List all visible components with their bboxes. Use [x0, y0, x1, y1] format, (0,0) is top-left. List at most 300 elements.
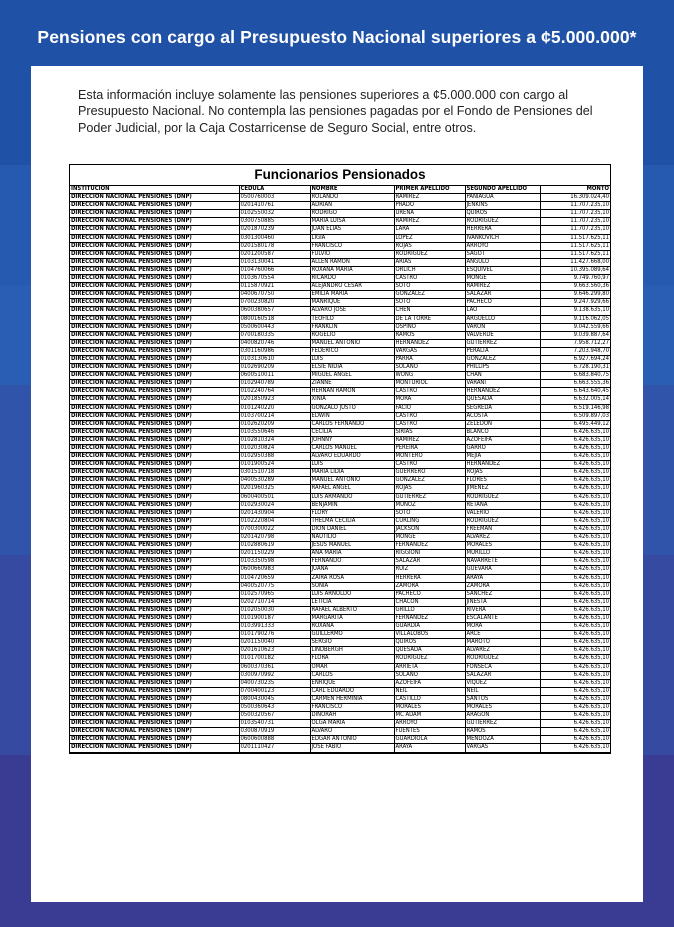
cell-segundo-apellido: RODRIGUEZ: [465, 655, 540, 663]
table-row: [70, 202, 610, 210]
cell-monto: 6.426.635,10: [540, 501, 610, 509]
cell-segundo-apellido: IVANKOVICH: [465, 234, 540, 242]
cell-monto: 6.426.635,10: [540, 598, 610, 606]
cell-cedula: 0301160986: [239, 347, 310, 355]
document-page: [31, 66, 643, 902]
intro-paragraph: Esta información incluye solamente las pensiones superiores a ¢5.000.000 con cargo al Presupuesto Nacional. No contempla las pensiones pagadas por el Fondo de Pensiones del Poder Judicial, por la Caja Costarricense de Seguro Social, entre otros.: [78, 88, 593, 135]
cell-nombre: LIGIA: [310, 234, 394, 242]
cell-segundo-apellido: RODRIGUEZ: [465, 218, 540, 226]
pensioners-table-container: [69, 164, 611, 754]
cell-institucion: DIRECCIÓN NACIONAL PENSIONES (DNP): [70, 663, 239, 671]
table-row: [70, 258, 610, 266]
cell-nombre: FRANCISCO: [310, 242, 394, 250]
table-row: [70, 501, 610, 509]
table-row: [70, 525, 610, 533]
cell-nombre: BENJAMIN: [310, 501, 394, 509]
cell-cedula: 0101900187: [239, 614, 310, 622]
cell-nombre: JUANA: [310, 566, 394, 574]
cell-cedula: 0104760066: [239, 266, 310, 274]
header-cedula: CEDULA: [239, 186, 310, 194]
cell-cedula: 0700400123: [239, 687, 310, 695]
cell-segundo-apellido: RAMIREZ: [465, 283, 540, 291]
cell-segundo-apellido: MORA: [465, 623, 540, 631]
cell-primer-apellido: ROJAS: [394, 485, 465, 493]
cell-segundo-apellido: MORALES: [465, 542, 540, 550]
cell-nombre: LUIS ARNOLDO: [310, 590, 394, 598]
cell-institucion: DIRECCIÓN NACIONAL PENSIONES (DNP): [70, 396, 239, 404]
cell-primer-apellido: SOTO: [394, 509, 465, 517]
cell-cedula: 0102690209: [239, 364, 310, 372]
cell-nombre: ENRIQUE: [310, 679, 394, 687]
table-row: [70, 623, 610, 631]
cell-primer-apellido: MUÑOZ: [394, 501, 465, 509]
cell-nombre: RAFAEL ALBERTO: [310, 606, 394, 614]
cell-segundo-apellido: VARGAS: [465, 744, 540, 752]
cell-monto: 6.426.635,10: [540, 687, 610, 695]
cell-primer-apellido: CASTRO: [394, 420, 465, 428]
cell-cedula: 0201850923: [239, 396, 310, 404]
cell-nombre: JOHNNY: [310, 436, 394, 444]
table-row: [70, 695, 610, 703]
cell-monto: 6.426.635,10: [540, 728, 610, 736]
cell-institucion: DIRECCIÓN NACIONAL PENSIONES (DNP): [70, 566, 239, 574]
cell-monto: 6.426.635,10: [540, 453, 610, 461]
cell-primer-apellido: GONZALEZ: [394, 291, 465, 299]
table-row: [70, 509, 610, 517]
cell-segundo-apellido: QUESADA: [465, 396, 540, 404]
table-row: [70, 404, 610, 412]
cell-primer-apellido: RAMOS: [394, 331, 465, 339]
table-row: [70, 574, 610, 582]
cell-nombre: CARLOS FERNANDO: [310, 420, 394, 428]
table-row: [70, 671, 610, 679]
cell-cedula: 0102880619: [239, 542, 310, 550]
cell-primer-apellido: SIRIAS: [394, 428, 465, 436]
cell-segundo-apellido: GUTIERREZ: [465, 720, 540, 728]
cell-nombre: EDWIN: [310, 412, 394, 420]
cell-nombre: LUIS: [310, 355, 394, 363]
cell-monto: 6.426.635,10: [540, 509, 610, 517]
cell-primer-apellido: GUTIERREZ: [394, 493, 465, 501]
cell-nombre: MARGARITA: [310, 614, 394, 622]
cell-nombre: FULVIO: [310, 250, 394, 258]
cell-institucion: DIRECCIÓN NACIONAL PENSIONES (DNP): [70, 542, 239, 550]
cell-monto: 6.426.635,10: [540, 744, 610, 752]
cell-monto: 6.519.146,98: [540, 404, 610, 412]
pensioners-table: [70, 186, 610, 753]
cell-primer-apellido: GUARDIA: [394, 623, 465, 631]
cell-segundo-apellido: MENDOZA: [465, 736, 540, 744]
cell-segundo-apellido: GARRO: [465, 445, 540, 453]
cell-nombre: ROXANA MARIA: [310, 266, 394, 274]
cell-segundo-apellido: MORALES: [465, 704, 540, 712]
cell-institucion: DIRECCIÓN NACIONAL PENSIONES (DNP): [70, 606, 239, 614]
cell-cedula: 0400730235: [239, 679, 310, 687]
cell-cedula: 0102620209: [239, 420, 310, 428]
cell-institucion: DIRECCIÓN NACIONAL PENSIONES (DNP): [70, 258, 239, 266]
cell-nombre: DION DANIEL: [310, 525, 394, 533]
cell-institucion: DIRECCIÓN NACIONAL PENSIONES (DNP): [70, 461, 239, 469]
cell-segundo-apellido: VALVERDE: [465, 331, 540, 339]
cell-cedula: 0500600443: [239, 323, 310, 331]
cell-cedula: 0301300460: [239, 234, 310, 242]
cell-monto: 6.663.555,36: [540, 380, 610, 388]
cell-monto: 7.958.712,27: [540, 339, 610, 347]
cell-primer-apellido: SOLANO: [394, 671, 465, 679]
cell-cedula: 0102570965: [239, 590, 310, 598]
cell-segundo-apellido: VARANI: [465, 380, 540, 388]
cell-nombre: FERNANDO: [310, 558, 394, 566]
cell-cedula: 0202710714: [239, 598, 310, 606]
table-row: [70, 477, 610, 485]
cell-cedula: 0101900524: [239, 461, 310, 469]
cell-institucion: DIRECCIÓN NACIONAL PENSIONES (DNP): [70, 712, 239, 720]
cell-monto: 6.426.635,10: [540, 525, 610, 533]
cell-institucion: DIRECCIÓN NACIONAL PENSIONES (DNP): [70, 283, 239, 291]
cell-primer-apellido: MORALES: [394, 704, 465, 712]
cell-cedula: 0103550646: [239, 428, 310, 436]
cell-institucion: DIRECCIÓN NACIONAL PENSIONES (DNP): [70, 339, 239, 347]
cell-nombre: MIGUEL ANGEL: [310, 372, 394, 380]
table-row: [70, 420, 610, 428]
cell-segundo-apellido: RETANA: [465, 501, 540, 509]
cell-segundo-apellido: MONGE: [465, 275, 540, 283]
table-row: [70, 436, 610, 444]
cell-segundo-apellido: MEJIA: [465, 453, 540, 461]
cell-segundo-apellido: FLORES: [465, 477, 540, 485]
cell-segundo-apellido: RAMOS: [465, 728, 540, 736]
cell-nombre: ALVARO: [310, 728, 394, 736]
cell-monto: 9.039.887,64: [540, 331, 610, 339]
cell-primer-apellido: QUIROS: [394, 639, 465, 647]
cell-nombre: CARLOS: [310, 671, 394, 679]
cell-nombre: THELMA CECILIA: [310, 517, 394, 525]
table-row: [70, 428, 610, 436]
cell-nombre: MANRIQUE: [310, 299, 394, 307]
cell-segundo-apellido: PACHECO: [465, 299, 540, 307]
cell-monto: 11.707.235,10: [540, 218, 610, 226]
cell-segundo-apellido: GUEVARA: [465, 566, 540, 574]
cell-primer-apellido: AZOFEIFA: [394, 679, 465, 687]
cell-nombre: CARLOS MANUEL: [310, 445, 394, 453]
page-title: Pensiones con cargo al Presupuesto Nacional superiores a ¢5.000.000*: [37, 27, 637, 47]
cell-nombre: LINDBERGH: [310, 647, 394, 655]
table-row: [70, 355, 610, 363]
cell-cedula: 0400820746: [239, 339, 310, 347]
cell-institucion: DIRECCIÓN NACIONAL PENSIONES (DNP): [70, 202, 239, 210]
header-segundo-apellido: SEGUNDO APELLIDO: [465, 186, 540, 194]
cell-cedula: 0400530289: [239, 477, 310, 485]
cell-primer-apellido: PRADO: [394, 202, 465, 210]
cell-institucion: DIRECCIÓN NACIONAL PENSIONES (DNP): [70, 517, 239, 525]
cell-primer-apellido: RODRIGUEZ: [394, 655, 465, 663]
table-row: [70, 542, 610, 550]
cell-monto: 6.495.449,12: [540, 420, 610, 428]
cell-nombre: MANUEL ANTONIO: [310, 477, 394, 485]
cell-institucion: DIRECCIÓN NACIONAL PENSIONES (DNP): [70, 234, 239, 242]
cell-monto: 9.749.760,97: [540, 275, 610, 283]
cell-institucion: DIRECCIÓN NACIONAL PENSIONES (DNP): [70, 436, 239, 444]
cell-segundo-apellido: ZELEDON: [465, 420, 540, 428]
table-row: [70, 582, 610, 590]
cell-monto: 6.426.635,10: [540, 590, 610, 598]
cell-primer-apellido: FUENTES: [394, 728, 465, 736]
table-row: [70, 614, 610, 622]
cell-monto: 11.707.235,10: [540, 202, 610, 210]
cell-institucion: DIRECCIÓN NACIONAL PENSIONES (DNP): [70, 720, 239, 728]
cell-monto: 9.663.560,36: [540, 283, 610, 291]
cell-primer-apellido: RAMIREZ: [394, 436, 465, 444]
cell-institucion: DIRECCIÓN NACIONAL PENSIONES (DNP): [70, 242, 239, 250]
cell-segundo-apellido: VALERIO: [465, 509, 540, 517]
cell-cedula: 0115870921: [239, 283, 310, 291]
cell-primer-apellido: RODRIGUEZ: [394, 250, 465, 258]
cell-primer-apellido: PARRA: [394, 355, 465, 363]
cell-monto: 6.426.635,10: [540, 631, 610, 639]
cell-institucion: DIRECCIÓN NACIONAL PENSIONES (DNP): [70, 210, 239, 218]
cell-cedula: 0102950388: [239, 453, 310, 461]
cell-nombre: ELSIE NIDIA: [310, 364, 394, 372]
cell-institucion: DIRECCIÓN NACIONAL PENSIONES (DNP): [70, 695, 239, 703]
cell-monto: 10.395.089,64: [540, 266, 610, 274]
table-row: [70, 606, 610, 614]
cell-segundo-apellido: PERALTA: [465, 347, 540, 355]
cell-nombre: ANA MARIA: [310, 550, 394, 558]
cell-nombre: FLORY: [310, 509, 394, 517]
cell-monto: 9.247.929,66: [540, 299, 610, 307]
cell-monto: 6.426.635,10: [540, 542, 610, 550]
table-row: [70, 323, 610, 331]
cell-primer-apellido: LOPEZ: [394, 234, 465, 242]
cell-cedula: 0300970992: [239, 671, 310, 679]
cell-nombre: JUAN ELIAS: [310, 226, 394, 234]
table-row: [70, 347, 610, 355]
cell-cedula: 0201430904: [239, 509, 310, 517]
cell-nombre: ALVARO JOSE: [310, 307, 394, 315]
cell-institucion: DIRECCIÓN NACIONAL PENSIONES (DNP): [70, 372, 239, 380]
cell-nombre: LETICIA: [310, 598, 394, 606]
cell-nombre: CECILIA: [310, 428, 394, 436]
cell-nombre: SONIA: [310, 582, 394, 590]
cell-segundo-apellido: JIMENEZ: [465, 485, 540, 493]
cell-segundo-apellido: VARON: [465, 323, 540, 331]
cell-nombre: ROXANA: [310, 623, 394, 631]
cell-segundo-apellido: SEGREDA: [465, 404, 540, 412]
table-row: [70, 210, 610, 218]
cell-monto: 6.632.005,14: [540, 396, 610, 404]
cell-segundo-apellido: SALAZAR: [465, 291, 540, 299]
cell-primer-apellido: HERNANDEZ: [394, 339, 465, 347]
cell-primer-apellido: CASTRO: [394, 275, 465, 283]
cell-cedula: 0103670554: [239, 275, 310, 283]
cell-segundo-apellido: NAVARRETE: [465, 558, 540, 566]
cell-segundo-apellido: SAGOT: [465, 250, 540, 258]
cell-nombre: CARL EDUARDO: [310, 687, 394, 695]
cell-primer-apellido: LARA: [394, 226, 465, 234]
cell-institucion: DIRECCIÓN NACIONAL PENSIONES (DNP): [70, 469, 239, 477]
cell-segundo-apellido: ARAYA: [465, 574, 540, 582]
cell-monto: 6.426.635,10: [540, 566, 610, 574]
table-row: [70, 720, 610, 728]
table-row: [70, 461, 610, 469]
cell-primer-apellido: SOTO: [394, 283, 465, 291]
cell-institucion: DIRECCIÓN NACIONAL PENSIONES (DNP): [70, 704, 239, 712]
cell-monto: 11.427.668,00: [540, 258, 610, 266]
cell-cedula: 0101240220: [239, 404, 310, 412]
cell-primer-apellido: DE LA TORRE: [394, 315, 465, 323]
cell-nombre: CARMEN HERMINIA: [310, 695, 394, 703]
cell-segundo-apellido: FREEMAN: [465, 525, 540, 533]
cell-segundo-apellido: AZOFEIFA: [465, 436, 540, 444]
cell-cedula: 0201110427: [239, 744, 310, 752]
cell-segundo-apellido: PHILLIPS: [465, 364, 540, 372]
cell-nombre: NAUTILIO: [310, 534, 394, 542]
cell-segundo-apellido: ESQUIVEL: [465, 266, 540, 274]
cell-segundo-apellido: SANTOS: [465, 695, 540, 703]
table-row: [70, 534, 610, 542]
cell-monto: 6.426.635,10: [540, 695, 610, 703]
cell-institucion: DIRECCIÓN NACIONAL PENSIONES (DNP): [70, 388, 239, 396]
table-row: [70, 275, 610, 283]
cell-cedula: 0102930024: [239, 501, 310, 509]
table-row: [70, 445, 610, 453]
cell-monto: 6.426.635,10: [540, 574, 610, 582]
table-row: [70, 655, 610, 663]
cell-institucion: DIRECCIÓN NACIONAL PENSIONES (DNP): [70, 736, 239, 744]
header-primer-apellido: PRIMER APELLIDO: [394, 186, 465, 194]
cell-nombre: JOSE FABIO: [310, 744, 394, 752]
cell-nombre: FRANCISCO: [310, 704, 394, 712]
cell-nombre: ADRIAN: [310, 202, 394, 210]
cell-institucion: DIRECCIÓN NACIONAL PENSIONES (DNP): [70, 307, 239, 315]
cell-monto: 11.517.625,11: [540, 234, 610, 242]
cell-segundo-apellido: ESCALANTE: [465, 614, 540, 622]
table-row: [70, 517, 610, 525]
table-row: [70, 679, 610, 687]
cell-monto: 6.426.635,10: [540, 671, 610, 679]
cell-nombre: ALLEN RAMON: [310, 258, 394, 266]
cell-nombre: FRANKLIN: [310, 323, 394, 331]
table-row: [70, 226, 610, 234]
cell-segundo-apellido: LAO: [465, 307, 540, 315]
table-row: [70, 631, 610, 639]
cell-segundo-apellido: RODRIGUEZ: [465, 493, 540, 501]
cell-cedula: 0103700214: [239, 412, 310, 420]
cell-segundo-apellido: BLANCO: [465, 428, 540, 436]
cell-nombre: SERGIO: [310, 639, 394, 647]
cell-segundo-apellido: SANCHEZ: [465, 590, 540, 598]
table-row: [70, 590, 610, 598]
cell-primer-apellido: SALAZAR: [394, 558, 465, 566]
cell-institucion: DIRECCIÓN NACIONAL PENSIONES (DNP): [70, 364, 239, 372]
table-row: [70, 315, 610, 323]
cell-segundo-apellido: ARCE: [465, 631, 540, 639]
cell-monto: 6.927.694,24: [540, 355, 610, 363]
cell-institucion: DIRECCIÓN NACIONAL PENSIONES (DNP): [70, 534, 239, 542]
cell-segundo-apellido: ARAGON: [465, 712, 540, 720]
table-row: [70, 687, 610, 695]
cell-primer-apellido: MONTURIOL: [394, 380, 465, 388]
cell-primer-apellido: VILLALOBOS: [394, 631, 465, 639]
cell-cedula: 0201200587: [239, 250, 310, 258]
cell-segundo-apellido: PANIAGUA: [465, 194, 540, 202]
table-row: [70, 744, 610, 752]
cell-cedula: 0103540731: [239, 720, 310, 728]
cell-cedula: 0201150229: [239, 550, 310, 558]
cell-segundo-apellido: RIVERA: [465, 606, 540, 614]
cell-institucion: DIRECCIÓN NACIONAL PENSIONES (DNP): [70, 355, 239, 363]
cell-primer-apellido: FACIO: [394, 404, 465, 412]
cell-primer-apellido: RUIZ: [394, 566, 465, 574]
cell-segundo-apellido: ANGULO: [465, 258, 540, 266]
cell-primer-apellido: UREÑA: [394, 210, 465, 218]
cell-cedula: 0800160518: [239, 315, 310, 323]
cell-monto: 6.426.635,10: [540, 712, 610, 720]
cell-primer-apellido: PEREIRA: [394, 445, 465, 453]
cell-nombre: LUIS ARMANDO: [310, 493, 394, 501]
cell-primer-apellido: JACKSON: [394, 525, 465, 533]
cell-cedula: 0101790276: [239, 631, 310, 639]
cell-institucion: DIRECCIÓN NACIONAL PENSIONES (DNP): [70, 647, 239, 655]
table-row: [70, 647, 610, 655]
cell-cedula: 0201960325: [239, 485, 310, 493]
table-row: [70, 339, 610, 347]
cell-monto: 11.707.235,10: [540, 226, 610, 234]
cell-monto: 6.643.640,45: [540, 388, 610, 396]
cell-cedula: 0102240764: [239, 388, 310, 396]
cell-cedula: 0201150040: [239, 639, 310, 647]
cell-monto: 6.426.635,10: [540, 704, 610, 712]
cell-institucion: DIRECCIÓN NACIONAL PENSIONES (DNP): [70, 623, 239, 631]
cell-monto: 6.426.635,10: [540, 558, 610, 566]
cell-segundo-apellido: RODRIGUEZ: [465, 517, 540, 525]
table-row: [70, 485, 610, 493]
table-row: [70, 493, 610, 501]
cell-nombre: RICARDO: [310, 275, 394, 283]
cell-segundo-apellido: HERRERA: [465, 226, 540, 234]
cell-segundo-apellido: ARGUELLO: [465, 315, 540, 323]
table-row: [70, 388, 610, 396]
cell-cedula: 0600600888: [239, 736, 310, 744]
table-row: [70, 364, 610, 372]
cell-cedula: 0101700182: [239, 655, 310, 663]
cell-primer-apellido: GUERRERO: [394, 469, 465, 477]
cell-primer-apellido: MONTERO: [394, 453, 465, 461]
table-row: [70, 299, 610, 307]
cell-monto: 6.426.635,10: [540, 623, 610, 631]
cell-institucion: DIRECCIÓN NACIONAL PENSIONES (DNP): [70, 631, 239, 639]
cell-monto: 6.426.635,10: [540, 485, 610, 493]
table-row: [70, 728, 610, 736]
table-row: [70, 412, 610, 420]
cell-monto: 6.426.635,10: [540, 639, 610, 647]
cell-primer-apellido: MONGE: [394, 534, 465, 542]
table-row: [70, 307, 610, 315]
cell-institucion: DIRECCIÓN NACIONAL PENSIONES (DNP): [70, 509, 239, 517]
cell-institucion: DIRECCIÓN NACIONAL PENSIONES (DNP): [70, 323, 239, 331]
cell-primer-apellido: ARROYO: [394, 720, 465, 728]
cell-cedula: 0600660983: [239, 566, 310, 574]
cell-cedula: 0500320567: [239, 712, 310, 720]
cell-cedula: 0102220804: [239, 517, 310, 525]
cell-institucion: DIRECCIÓN NACIONAL PENSIONES (DNP): [70, 315, 239, 323]
table-row: [70, 566, 610, 574]
cell-primer-apellido: FERNANDEZ: [394, 542, 465, 550]
cell-nombre: LUIS: [310, 461, 394, 469]
cell-cedula: 0103130610: [239, 355, 310, 363]
cell-monto: 6.426.635,10: [540, 534, 610, 542]
table-row: [70, 396, 610, 404]
